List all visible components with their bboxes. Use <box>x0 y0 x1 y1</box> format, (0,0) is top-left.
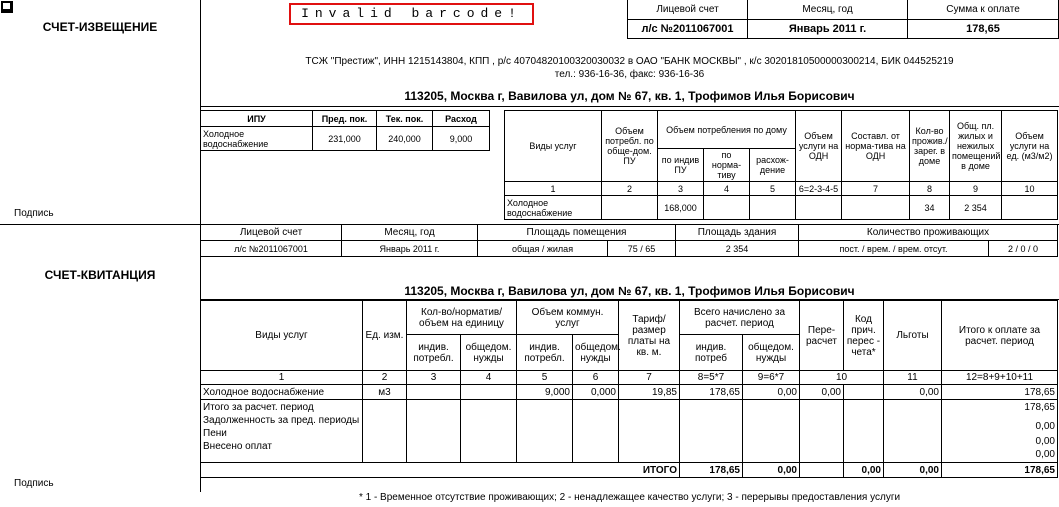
bill-h-total: Итого к оплате за расчет. период <box>942 301 1058 371</box>
empty-cell <box>884 400 942 463</box>
info-h-area: Площадь помещения <box>478 225 676 241</box>
ipu-header: ИПУ <box>201 111 313 127</box>
bill-total-c11: 0,00 <box>884 463 942 478</box>
checkbox-icon[interactable] <box>1 1 13 13</box>
address-bottom: 113205, Москва г, Вавилова ул, дом № 67, кв. 1, Трофимов Илья Борисович <box>200 284 1059 300</box>
bill-h-unit: Ед. изм. <box>363 301 407 371</box>
bill-c5: 9,000 <box>517 385 573 400</box>
bill-total-label: ИТОГО <box>201 463 680 478</box>
bill-h-vol-ind: индив. потребл. <box>517 335 573 371</box>
odn-num: 1 <box>505 182 602 196</box>
bill-num: 8=5*7 <box>680 371 743 385</box>
month-label: Месяц, год <box>748 0 908 19</box>
summary-label: Задолженность за пред. периоды <box>203 415 360 426</box>
odn-c10 <box>1002 196 1058 220</box>
odn-table <box>504 110 1058 220</box>
bill-h-ch-ind: индив. потреб <box>680 335 743 371</box>
odn-c9: 2 354 <box>950 196 1002 220</box>
address-line <box>200 106 1059 107</box>
bill-c6: 0,000 <box>573 385 619 400</box>
empty-cell <box>680 400 743 463</box>
odn-h-diff: расхож-дение <box>750 149 796 182</box>
bill-total-c9: 0,00 <box>743 463 800 478</box>
account-value: л/с №2011067001 <box>628 19 748 38</box>
bill-c11: 0,00 <box>884 385 942 400</box>
bill-h-services: Виды услуг <box>201 301 363 371</box>
odn-h-by-pu: по индив ПУ <box>658 149 704 182</box>
bill-num: 7 <box>619 371 680 385</box>
ipu-prev: 231,000 <box>313 127 377 151</box>
bill-h-tariff: Тариф/ размер платы на кв. м. <box>619 301 680 371</box>
odn-c5 <box>750 196 796 220</box>
bill-total-c10b: 0,00 <box>844 463 884 478</box>
account-label: Лицевой счет <box>628 0 748 19</box>
bank-details: ТСЖ "Престиж", ИНН 1215143804, КПП , р/с 40704820100320030032 в ОАО "БАНК МОСКВЫ" , к/с 30201810500000300214, БИК 044525219 <box>305 56 954 67</box>
header-summary <box>627 0 1059 39</box>
odn-h-by-norm: по норма-тиву <box>704 149 750 182</box>
sum-value: 178,65 <box>908 19 1059 38</box>
summary-label: Пени <box>203 428 227 439</box>
empty-cell <box>619 400 680 463</box>
empty-cell <box>800 463 844 478</box>
odn-c3: 168,000 <box>658 196 704 220</box>
odn-num: 2 <box>602 182 658 196</box>
odn-c7 <box>842 196 910 220</box>
bill-h-charged: Всего начислено за расчет. период <box>680 301 800 335</box>
odn-num: 6=2-3-4-5 <box>796 182 842 196</box>
barcode-error: Invalid barcode! <box>289 3 534 25</box>
odn-h-per-unit: Объем услуги на ед. (м3/м2) <box>1002 111 1058 182</box>
ipu-header: Расход <box>433 111 490 127</box>
notice-title: СЧЕТ-ИЗВЕЩЕНИЕ <box>42 20 158 34</box>
odn-num: 8 <box>910 182 950 196</box>
signature-label-top: Подпись <box>14 208 54 219</box>
bill-c3 <box>407 385 461 400</box>
bill-h-ch-common: общедом. нужды <box>743 335 800 371</box>
odn-service: Холодное водоснабжение <box>505 196 602 220</box>
odn-c2 <box>602 196 658 220</box>
bill-h-benefits: Льготы <box>884 301 942 371</box>
receipt-title: СЧЕТ-КВИТАНЦИЯ <box>44 268 156 282</box>
odn-num: 5 <box>750 182 796 196</box>
bill-h-qty: Кол-во/норматив/ объем на единицу <box>407 301 517 335</box>
bill-total-c8: 178,65 <box>680 463 743 478</box>
summary-value: 0,00 <box>1035 421 1055 432</box>
summary-value: 178,65 <box>1024 402 1055 413</box>
odn-h-odn: Объем услуги на ОДН <box>796 111 842 182</box>
odn-h-residents: Кол-во прожив./ зарег. в доме <box>910 111 950 182</box>
signature-label-bottom: Подпись <box>14 478 54 489</box>
footnote: * 1 - Временное отсутствие проживающих; 2 - ненадлежащее качество услуги; 3 - перерывы предоставления услуги <box>358 492 901 503</box>
info-area-value: 75 / 65 <box>608 241 676 257</box>
bill-num: 10 <box>800 371 884 385</box>
odn-c4 <box>704 196 750 220</box>
bill-num: 9=6*7 <box>743 371 800 385</box>
info-h-account: Лицевой счет <box>201 225 342 241</box>
summary-value: 0,00 <box>1035 436 1055 447</box>
bill-num: 5 <box>517 371 573 385</box>
bill-unit: м3 <box>363 385 407 400</box>
ipu-current: 240,000 <box>377 127 433 151</box>
bill-h-vol-common: общедом. нужды <box>573 335 619 371</box>
info-h-building: Площадь здания <box>676 225 799 241</box>
bill-c8: 178,65 <box>680 385 743 400</box>
ipu-header: Пред. пок. <box>313 111 377 127</box>
bill-c7: 19,85 <box>619 385 680 400</box>
summary-label: Итого за расчет. период <box>203 402 314 413</box>
empty-cell <box>743 400 800 463</box>
odn-num: 4 <box>704 182 750 196</box>
odn-h-area: Общ. пл. жилых и нежилых помещений в доме <box>950 111 1002 182</box>
empty-cell <box>407 400 461 463</box>
empty-cell <box>517 400 573 463</box>
summary-value: 0,00 <box>1035 449 1055 460</box>
empty-cell <box>800 400 844 463</box>
info-residents-label: пост. / врем. / врем. отсут. <box>799 241 989 257</box>
address-top: 113205, Москва г, Вавилова ул, дом № 67, кв. 1, Трофимов Илья Борисович <box>404 89 855 103</box>
odn-h-consumption: Объем потребления по дому <box>658 111 796 149</box>
sum-label: Сумма к оплате <box>908 0 1059 19</box>
info-area-label: общая / жилая <box>478 241 608 257</box>
bill-h-qty-common: общедом. нужды <box>461 335 517 371</box>
bill-table <box>200 300 1058 478</box>
bill-h-recalc: Пере-расчет <box>800 301 844 371</box>
left-column <box>0 0 200 492</box>
ipu-consumption: 9,000 <box>433 127 490 151</box>
odn-num: 9 <box>950 182 1002 196</box>
empty-cell <box>461 400 517 463</box>
info-h-month: Месяц, год <box>342 225 478 241</box>
bill-summary-values <box>942 400 1058 463</box>
month-value: Январь 2011 г. <box>748 19 908 38</box>
bill-num: 3 <box>407 371 461 385</box>
bill-c4 <box>461 385 517 400</box>
info-account: л/с №2011067001 <box>201 241 342 257</box>
odn-num: 3 <box>658 182 704 196</box>
ipu-service: Холодное водоснабжение <box>201 127 313 151</box>
bill-c10: 0,00 <box>800 385 844 400</box>
ipu-header: Тек. пок. <box>377 111 433 127</box>
bill-num: 1 <box>201 371 363 385</box>
info-table <box>200 224 1058 257</box>
bill-c12: 178,65 <box>942 385 1058 400</box>
info-h-residents: Количество проживающих <box>799 225 1058 241</box>
bill-h-qty-ind: индив. потребл. <box>407 335 461 371</box>
odn-h-norm: Составл. от норма-тива на ОДН <box>842 111 910 182</box>
bill-c10b <box>844 385 884 400</box>
info-month: Январь 2011 г. <box>342 241 478 257</box>
bill-service: Холодное водоснабжение <box>201 385 363 400</box>
bill-num: 4 <box>461 371 517 385</box>
bill-summary-labels <box>201 400 363 463</box>
empty-cell <box>573 400 619 463</box>
empty-cell <box>844 400 884 463</box>
contact-phones: тел.: 936-16-36, факс: 936-16-36 <box>554 69 705 80</box>
bill-h-code: Код прич. перес - чета* <box>844 301 884 371</box>
bill-num: 12=8+9+10+11 <box>942 371 1058 385</box>
odn-c8: 34 <box>910 196 950 220</box>
odn-c6 <box>796 196 842 220</box>
odn-num: 7 <box>842 182 910 196</box>
bill-h-volume: Объем коммун. услуг <box>517 301 619 335</box>
bill-num: 2 <box>363 371 407 385</box>
odn-num: 10 <box>1002 182 1058 196</box>
bill-num: 6 <box>573 371 619 385</box>
info-building-area: 2 354 <box>676 241 799 257</box>
bill-total-c12: 178,65 <box>942 463 1058 478</box>
odn-h-services: Виды услуг <box>505 111 602 182</box>
bill-c9: 0,00 <box>743 385 800 400</box>
info-residents-value: 2 / 0 / 0 <box>989 241 1058 257</box>
empty-cell <box>363 400 407 463</box>
bill-num: 11 <box>884 371 942 385</box>
summary-label: Внесено оплат <box>203 441 272 452</box>
ipu-table <box>200 110 490 151</box>
odn-h-individ: Объем потребл. по обще-дом. ПУ <box>602 111 658 182</box>
